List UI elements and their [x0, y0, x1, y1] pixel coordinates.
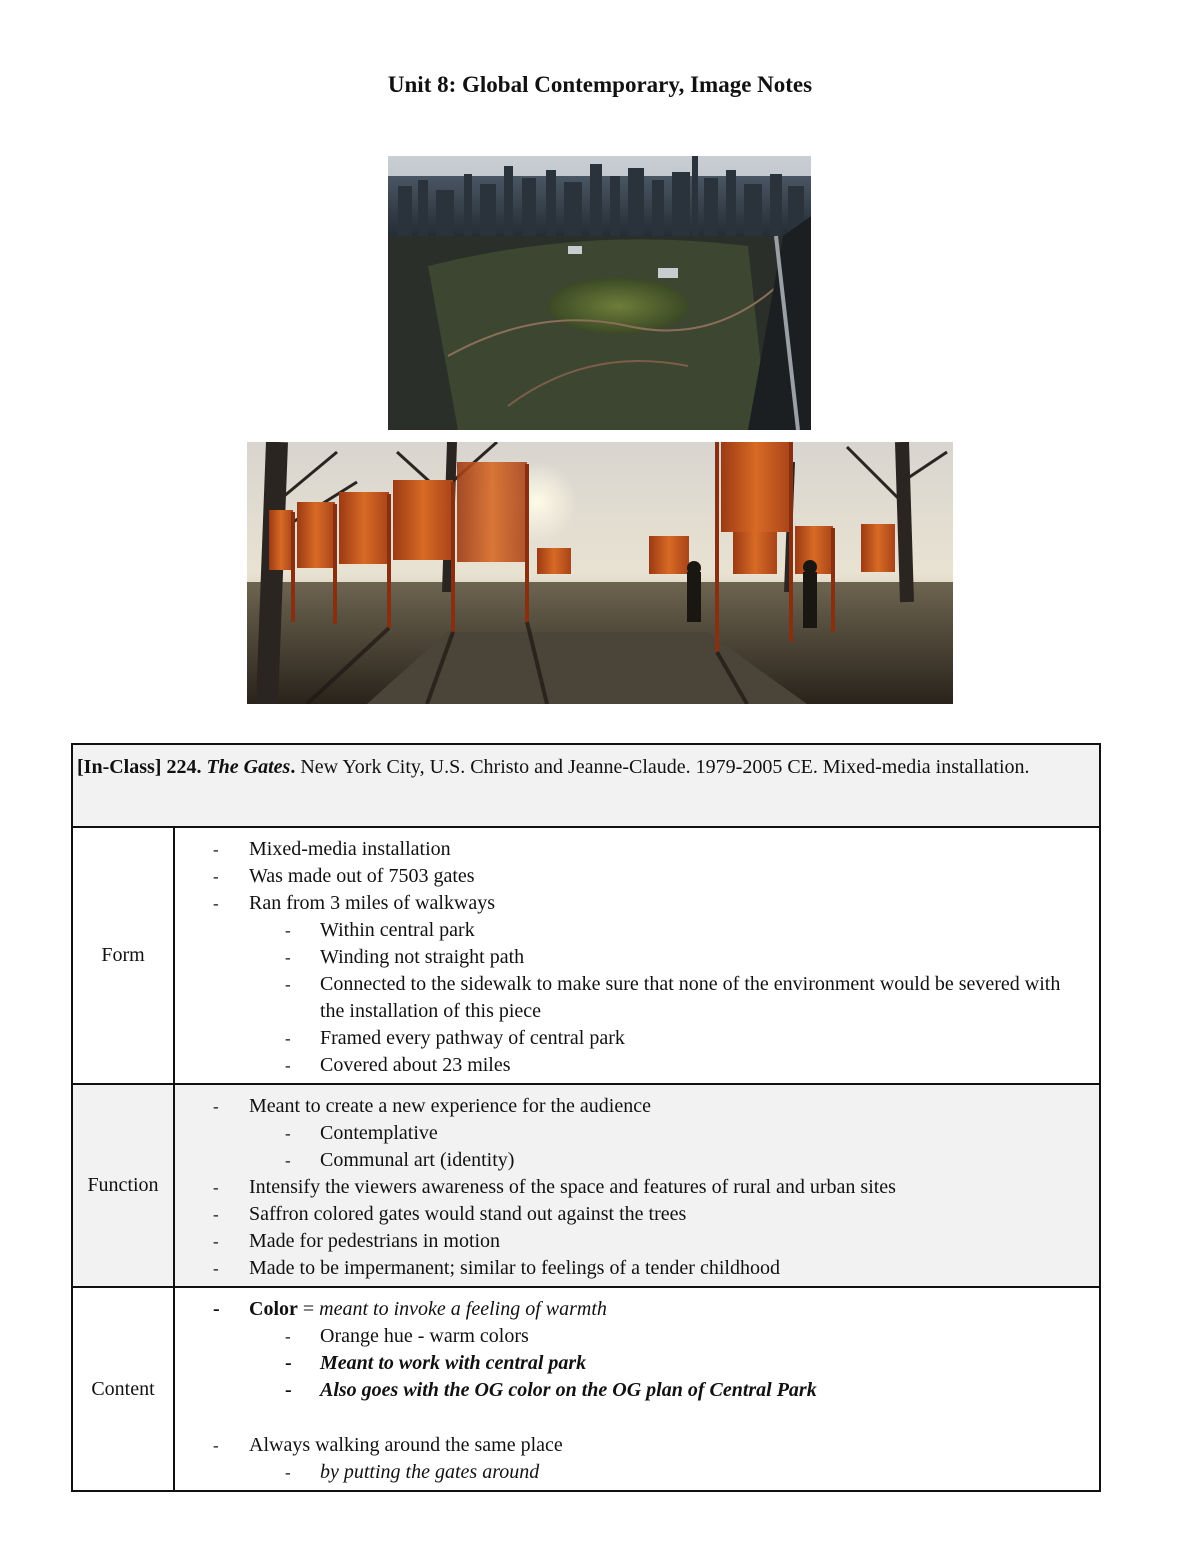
- sub-list-item: - Connected to the sidewalk to make sure that none of the environment would be severed with the installation of this piece: [285, 973, 1061, 1022]
- the-gates-photo: [247, 442, 953, 704]
- list-item: - Made to be impermanent; similar to feelings of a tender childhood: [213, 1257, 780, 1279]
- list-item: - Color = meant to invoke a feeling of warmth - Orange hue - warm colors - Meant to work with central park - Also goes with the OG color on the OG plan of Central Park: [175, 1296, 1089, 1404]
- sub-list-item: - Communal art (identity): [285, 1149, 515, 1171]
- sub-list-item: - Contemplative: [285, 1122, 438, 1144]
- page-title: Unit 8: Global Contemporary, Image Notes: [387, 72, 813, 97]
- sub-list-item: - Orange hue - warm colors: [285, 1325, 529, 1347]
- form-label: Form: [72, 827, 174, 1084]
- artwork-number: 224.: [166, 756, 202, 778]
- sub-list-item: - Framed every pathway of central park: [285, 1027, 625, 1049]
- content-notes: [174, 1287, 1100, 1491]
- notes-table: [71, 743, 1101, 1492]
- sub-list-item: - Also goes with the OG color on the OG plan of Central Park: [285, 1379, 817, 1401]
- list-item: - Intensify the viewers awareness of the space and features of rural and urban sites: [213, 1176, 896, 1198]
- form-notes: [174, 827, 1100, 1084]
- list-item: - Made for pedestrians in motion: [213, 1230, 501, 1252]
- function-notes: [174, 1084, 1100, 1287]
- list-item: - Ran from 3 miles of walkways - Within central park - Winding not straight path - Connected to the sidewalk to make sure that none of the environment would be severed with the installation of this piece - Framed every pathway of central park - Covered about 23 miles: [175, 890, 1089, 1079]
- artwork-title: The Gates: [206, 756, 291, 778]
- list-item: - Was made out of 7503 gates: [213, 865, 475, 887]
- sub-list-item: - by putting the gates around: [285, 1461, 540, 1483]
- sub-list-item: - Covered about 23 miles: [285, 1054, 511, 1076]
- list-item: - Mixed-media installation: [213, 838, 451, 860]
- artwork-details: New York City, U.S. Christo and Jeanne-Claude. 1979-2005 CE. Mixed-media installation.: [300, 756, 1030, 778]
- list-item: - Always walking around the same place - by putting the gates around: [175, 1432, 1089, 1486]
- list-item: - Meant to create a new experience for the audience - Contemplative - Communal art (identity): [175, 1093, 1089, 1174]
- sub-list-item: - Meant to work with central park: [285, 1352, 587, 1374]
- function-label: Function: [72, 1084, 174, 1287]
- sub-list-item: - Winding not straight path: [285, 946, 525, 968]
- artwork-header-cell: [In-Class] 224. The Gates. New York City, U.S. Christo and Jeanne-Claude. 1979-2005 CE. Mixed-media installation.: [72, 744, 1100, 827]
- content-label: Content: [72, 1287, 174, 1491]
- in-class-tag: [In-Class]: [77, 756, 162, 778]
- list-item: - Saffron colored gates would stand out against the trees: [213, 1203, 687, 1225]
- sub-list-item: - Within central park: [285, 919, 475, 941]
- aerial-photo-central-park: [388, 156, 811, 430]
